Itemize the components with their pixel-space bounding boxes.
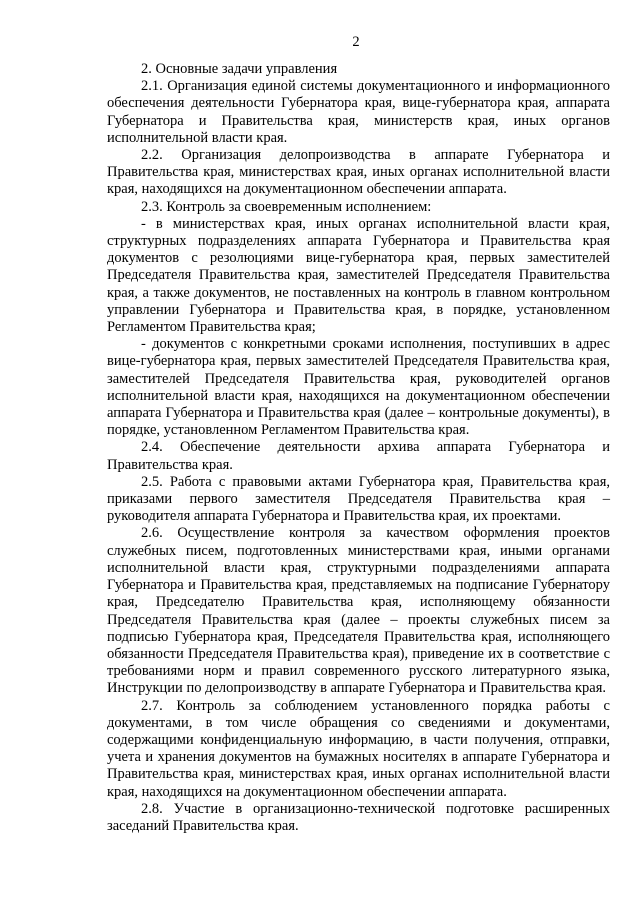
paragraph-2-2: 2.2. Организация делопроизводства в аппарате Губернатора и Правительства края, министерствах края, иных органах исполнительной власти края, находящихся на документационном обеспечении аппарата. xyxy=(107,147,610,198)
section-heading: 2. Основные задачи управления xyxy=(141,61,338,77)
paragraph-2-6: 2.6. Осуществление контроля за качеством оформления проектов служебных писем, подготовленных министерствами края, иными органами исполнительной власти края, структурными подразделениями аппарата Губернатора и Правительства края, представляемых на подписание Губернатору края, Председателю Правительства края, исполняющему обязанности Председателя Правительства края (далее – проекты служебных писем за подписью Губернатора края, Председателя Правительства края, исполняющего обязанности Председателя Правительства края), приведение их в соответствие с требованиями норм и правил современного русского литературного языка, Инструкции по делопроизводству в аппарате Губернатора и Правительства края. xyxy=(107,525,610,697)
paragraph-2-5: 2.5. Работа с правовыми актами Губернатора края, Правительства края, приказами первого заместителя Председателя Правительства края – руководителя аппарата Губернатора и Правительства края, их проектами. xyxy=(107,473,610,525)
paragraph-2-3-item-2: - документов с конкретными сроками исполнения, поступивших в адрес вице-губернатора края, первых заместителей Председателя Правительства края, заместителей Председателя Правительства края, руководителей органов исполнительной власти края, находящихся на документационном обеспечении аппарата Губернатора и Правительства края (далее – контрольные документы), в порядке, установленном Регламентом Правительства края. xyxy=(107,336,610,439)
page-number: 2 xyxy=(352,34,360,50)
paragraph-2-3: 2.3. Контроль за своевременным исполнением: xyxy=(141,198,432,215)
paragraph-2-7: 2.7. Контроль за соблюдением установленного порядка работы с документами, в том числе обращения со сведениями и документами, содержащими конфиденциальную информацию, в части получения, отправки, учета и хранения документов на бумажных носителях в аппарате Губернатора и Правительства края, министерствах края, иных органах исполнительной власти края, находящихся на документационном обеспечении аппарата. xyxy=(107,697,610,800)
paragraph-2-1: 2.1. Организация единой системы документационного и информационного обеспечения деятельности Губернатора края, вице-губернатора края, аппарата Губернатора и Правительства края, министерств края, иных органов исполнительной власти края. xyxy=(107,78,610,146)
paragraph-2-3-item-1: - в министерствах края, иных органах исполнительной власти края, структурных подразделениях аппарата Губернатора и Правительства края документов с резолюциями вице-губернатора края, первых заместителей Председателя Правительства края, заместителей Председателя Правительства края, а также документов, не поставленных на контроль в главном контрольном управлении Губернатора и Правительства края, в порядке, установленном Регламентом Правительства края; xyxy=(107,215,610,336)
paragraph-2-8: 2.8. Участие в организационно-технической подготовке расширенных заседаний Правительства края. xyxy=(107,800,610,834)
document-body xyxy=(107,61,610,835)
paragraph-2-4: 2.4. Обеспечение деятельности архива аппарата Губернатора и Правительства края. xyxy=(107,439,610,473)
